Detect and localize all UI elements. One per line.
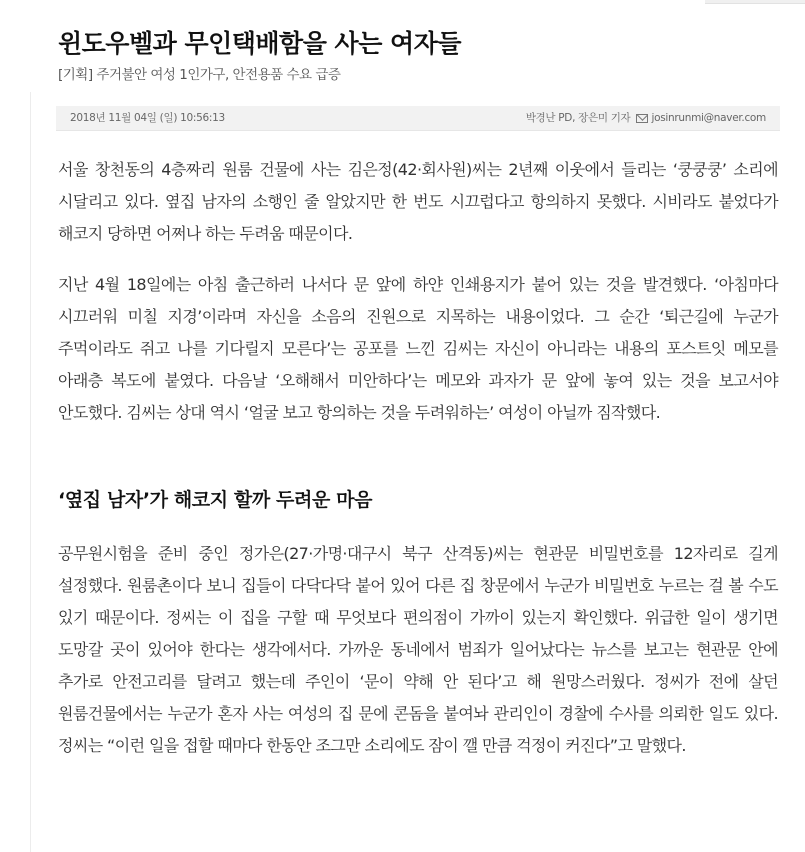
publish-date: 2018년 11월 04일 (일) 10:56:13 — [70, 112, 225, 124]
author-names: 박경난 PD, 장은미 기자 — [525, 112, 631, 124]
article-subtitle: [기획] 주거불안 여성 1인가구, 안전용품 수요 급증 — [58, 67, 341, 83]
left-divider — [30, 92, 31, 852]
author-email[interactable]: josinrunmi@naver.com — [651, 112, 766, 124]
top-bar-corner — [705, 0, 805, 4]
article-paragraph: 공무원시험을 준비 중인 정가은(27·가명·대구시 북구 산격동)씨는 현관문 비밀번호를 12자리로 길게 설정했다. 원룸촌이다 보니 집들이 다닥다닥 붙어 있어 다른 집 창문에서 누군가 비밀번호 누르는 걸 볼 수도 있기 때문이다. 정씨는 이 집을 구할 때 무엇보다 편의점이 가까이 있는지 확인했다. 위급한 일이 생기면 도망갈 곳이 있어야 한다는 생각에서다. 가까운 동네에서 범죄가 일어났다는 뉴스를 보고는 현관문 안에 추가로 안전고리를 달려고 했는데 주인이 ‘문이 약해 안 된다’고 해 원망스러웠다. 정씨가 전에 살던 원룸건물에서는 누군가 혼자 사는 여성의 집 문에 콘돔을 붙여놔 관리인이 경찰에 수사를 의뢰한 일도 있다. 정씨는 “이런 일을 접할 때마다 한동안 조그만 소리에도 잠이 깰 만큼 걱정이 커진다”고 말했다. — [58, 544, 778, 755]
article-paragraph: 지난 4월 18일에는 아침 출근하러 나서다 문 앞에 하얀 인쇄용지가 붙어 있는 것을 발견했다. ‘아침마다 시끄러워 미칠 지경’이라며 자신을 소음의 진원으로 지목하는 내용이었다. 그 순간 ‘퇴근길에 누군가 주먹이라도 쥐고 나를 기다릴지 모른다’는 공포를 느낀 김씨는 자신이 아니라는 내용의 포스트잇 메모를 아래층 복도에 붙였다. 다음날 ‘오해해서 미안하다’는 메모와 과자가 문 앞에 놓여 있는 것을 보고서야 안도했다. 김씨는 상대 역시 ‘얼굴 보고 항의하는 것을 두려워하는’ 여성이 아닐까 짐작했다. — [58, 275, 778, 422]
article-meta-bar — [56, 106, 780, 131]
top-bar — [0, 0, 805, 6]
byline — [526, 106, 766, 130]
article-title: 윈도우벨과 무인택배함을 사는 여자들 — [58, 29, 462, 58]
section-heading: ‘옆집 남자’가 해코지 할까 두려운 마음 — [58, 489, 373, 511]
mail-icon — [636, 114, 648, 123]
article-paragraph: 서울 창천동의 4층짜리 원룸 건물에 사는 김은정(42·회사원)씨는 2년째 이웃에서 들리는 ‘쿵쿵쿵’ 소리에 시달리고 있다. 옆집 남자의 소행인 줄 알았지만 한 번도 시끄럽다고 항의하지 못했다. 시비라도 붙었다가 해코지 당하면 어쩌나 하는 두려움 때문이다. — [58, 160, 778, 243]
